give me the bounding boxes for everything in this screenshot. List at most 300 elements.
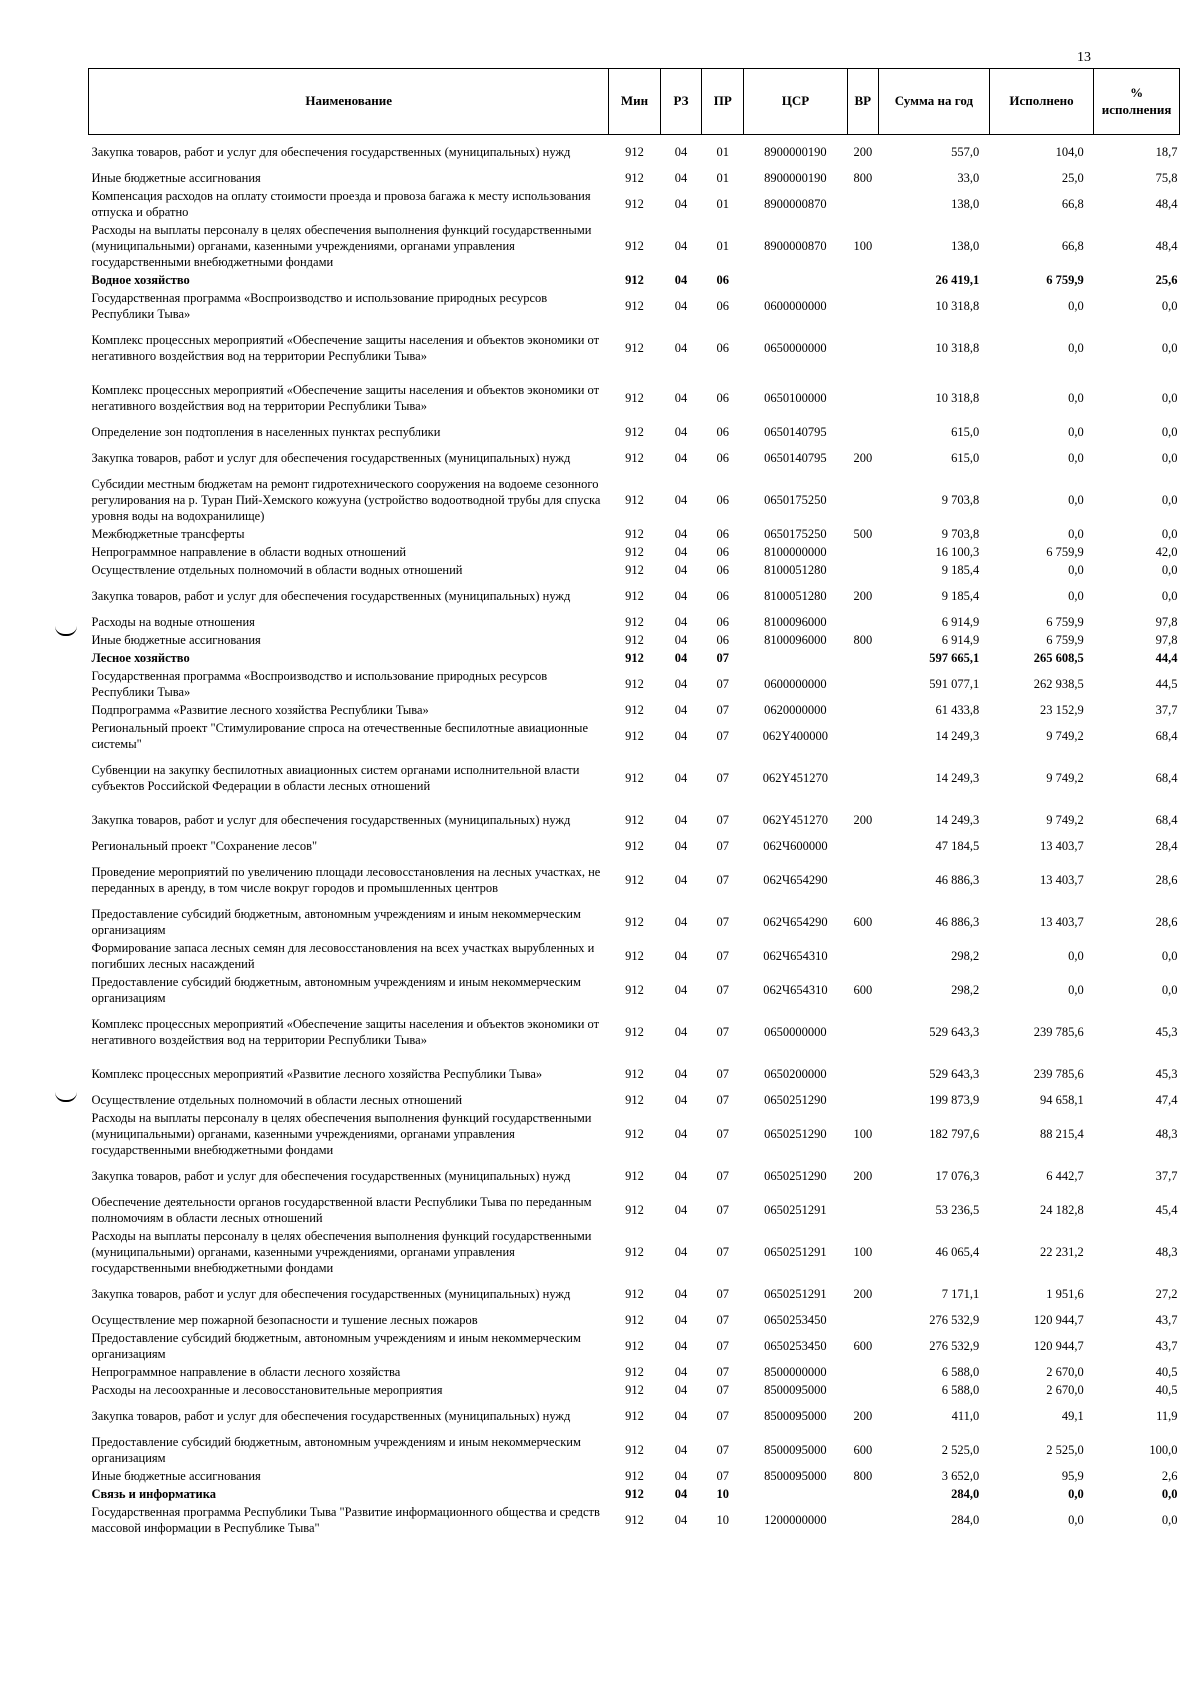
cell-sum: 298,2 — [951, 948, 980, 963]
cell-csr: 0650175250 — [764, 526, 827, 541]
cell-done: 24 182,8 — [1040, 1202, 1084, 1217]
cell-vr — [847, 753, 878, 803]
cell-vr: 200 — [853, 144, 873, 159]
cell-rz: 04 — [674, 272, 688, 287]
cell-min: 912 — [625, 676, 644, 691]
table-row — [89, 579, 1180, 613]
cell-csr: 0650253450 — [764, 1338, 827, 1353]
cell-done: 0,0 — [1068, 450, 1084, 465]
cell-pr: 06 — [716, 526, 730, 541]
handwritten-tick-mark — [55, 1092, 77, 1102]
cell-rz: 04 — [674, 238, 688, 253]
cell-pr: 07 — [716, 1024, 730, 1039]
budget-table — [88, 68, 1180, 1537]
cell-pr: 06 — [716, 390, 730, 405]
cell-csr — [744, 649, 847, 667]
cell-pct: 42,0 — [1155, 544, 1178, 559]
cell-pr: 07 — [716, 1382, 730, 1397]
handwritten-tick-mark — [55, 626, 77, 636]
cell-min: 912 — [625, 1338, 644, 1353]
table-row — [89, 837, 1180, 855]
cell-pr: 07 — [716, 1126, 730, 1141]
cell-done: 9 749,2 — [1046, 728, 1084, 743]
cell-done: 0,0 — [1068, 492, 1084, 507]
cell-pct: 0,0 — [1161, 982, 1178, 997]
cell-pct: 45,4 — [1155, 1202, 1178, 1217]
cell-pr: 07 — [716, 982, 730, 997]
cell-sum: 16 100,3 — [935, 544, 980, 559]
cell-vr: 200 — [853, 1286, 873, 1301]
cell-min: 912 — [625, 588, 644, 603]
cell-vr: 100 — [853, 1126, 873, 1141]
cell-min: 912 — [625, 526, 644, 541]
cell-sum: 10 318,8 — [935, 298, 980, 313]
cell-rz: 04 — [674, 770, 688, 785]
cell-vr — [847, 1091, 878, 1109]
cell-pr: 07 — [716, 1168, 730, 1183]
cell-vr: 200 — [853, 1408, 873, 1423]
cell-vr — [847, 667, 878, 701]
cell-csr: 0650251290 — [764, 1168, 827, 1183]
cell-min: 912 — [625, 196, 644, 211]
cell-min: 912 — [625, 1382, 644, 1397]
cell-pr: 01 — [716, 170, 730, 185]
cell-rz: 04 — [674, 1168, 688, 1183]
cell-name: Расходы на выплаты персоналу в целях обеспечения выполнения функций государственными (муниципальными) органами, казенными учреждениями, органами управления государственными внебюджетными фондами — [91, 222, 592, 269]
cell-pr: 07 — [716, 1312, 730, 1327]
cell-vr — [847, 1007, 878, 1057]
cell-pr: 01 — [716, 144, 730, 159]
cell-vr: 100 — [853, 238, 873, 253]
cell-vr: 600 — [853, 914, 873, 929]
cell-done: 0,0 — [1068, 1512, 1084, 1527]
cell-name: Межбюджетные трансферты — [91, 526, 245, 541]
cell-csr: 0620000000 — [764, 702, 827, 717]
cell-done: 95,9 — [1061, 1468, 1084, 1483]
cell-done: 9 749,2 — [1046, 770, 1084, 785]
cell-name: Государственная программа «Воспроизводство и использование природных ресурсов Республики Тыва» — [91, 668, 548, 699]
cell-rz: 04 — [674, 526, 688, 541]
cell-done: 6 759,9 — [1046, 632, 1084, 647]
cell-csr: 8500095000 — [764, 1442, 827, 1457]
cell-pct: 100,0 — [1149, 1442, 1178, 1457]
cell-rz: 04 — [674, 702, 688, 717]
cell-sum: 2 525,0 — [941, 1442, 980, 1457]
cell-pct: 28,6 — [1155, 914, 1178, 929]
cell-min: 912 — [625, 914, 644, 929]
cell-vr: 600 — [853, 1442, 873, 1457]
cell-sum: 47 184,5 — [935, 838, 980, 853]
cell-sum: 138,0 — [951, 238, 980, 253]
cell-rz: 04 — [674, 1468, 688, 1483]
cell-sum: 17 076,3 — [935, 1168, 980, 1183]
cell-rz: 04 — [674, 492, 688, 507]
cell-vr — [847, 649, 878, 667]
cell-done: 13 403,7 — [1040, 872, 1084, 887]
cell-done: 0,0 — [1068, 588, 1084, 603]
cell-done: 6 759,9 — [1046, 272, 1084, 287]
cell-rz: 04 — [674, 1382, 688, 1397]
page-number: 13 — [1077, 50, 1091, 65]
cell-csr: 0650100000 — [764, 390, 827, 405]
cell-vr — [847, 837, 878, 855]
cell-csr: 0650175250 — [764, 492, 827, 507]
cell-pct: 0,0 — [1161, 526, 1178, 541]
cell-pr: 06 — [716, 614, 730, 629]
cell-csr: 0650200000 — [764, 1066, 827, 1081]
cell-sum: 6 914,9 — [941, 614, 980, 629]
cell-rz: 04 — [674, 450, 688, 465]
cell-csr: 8500095000 — [764, 1382, 827, 1397]
cell-rz: 04 — [674, 298, 688, 313]
cell-min: 912 — [625, 1202, 644, 1217]
cell-vr: 600 — [853, 1338, 873, 1353]
cell-sum: 9 703,8 — [941, 492, 980, 507]
cell-min: 912 — [625, 770, 644, 785]
cell-pct: 68,4 — [1155, 728, 1178, 743]
cell-rz: 04 — [674, 1024, 688, 1039]
cell-rz: 04 — [674, 1338, 688, 1353]
cell-sum: 33,0 — [957, 170, 980, 185]
cell-csr: 0650000000 — [764, 340, 827, 355]
cell-rz: 04 — [674, 170, 688, 185]
cell-vr — [847, 719, 878, 753]
cell-vr — [847, 939, 878, 973]
cell-done: 2 525,0 — [1046, 1442, 1084, 1457]
cell-pr: 06 — [716, 632, 730, 647]
cell-csr: 062Y451270 — [762, 812, 829, 827]
table-row — [89, 1227, 1180, 1277]
table-row — [89, 905, 1180, 939]
cell-csr: 8100051280 — [764, 588, 827, 603]
cell-vr — [847, 561, 878, 579]
cell-csr: 062Y400000 — [762, 728, 829, 743]
table-row — [89, 475, 1180, 525]
header-csr: ЦСР — [744, 69, 847, 135]
cell-min: 912 — [625, 1408, 644, 1423]
cell-sum: 46 886,3 — [935, 872, 980, 887]
cell-vr — [847, 373, 878, 423]
table-row — [89, 803, 1180, 837]
cell-rz: 04 — [674, 544, 688, 559]
cell-csr — [744, 271, 847, 289]
table-row — [89, 1277, 1180, 1311]
table-row — [89, 221, 1180, 271]
cell-name: Компенсация расходов на оплату стоимости проезда и провоза багажа к месту использования отпуска и обратно — [91, 188, 591, 219]
cell-name: Иные бюджетные ассигнования — [91, 170, 261, 185]
cell-name: Осуществление отдельных полномочий в области лесных отношений — [91, 1092, 463, 1107]
cell-min: 912 — [625, 838, 644, 853]
cell-name: Водное хозяйство — [91, 272, 190, 287]
cell-pr: 07 — [716, 676, 730, 691]
table-row — [89, 187, 1180, 221]
cell-min: 912 — [625, 982, 644, 997]
cell-pct: 68,4 — [1155, 770, 1178, 785]
cell-done: 0,0 — [1068, 562, 1084, 577]
cell-sum: 46 065,4 — [935, 1244, 980, 1259]
cell-done: 66,8 — [1061, 238, 1084, 253]
cell-rz: 04 — [674, 390, 688, 405]
cell-name: Проведение мероприятий по увеличению площади лесовосстановления на лесных участках, не переданных в аренду, в том числе вокруг городов и промышленных центров — [91, 864, 601, 895]
table-row — [89, 667, 1180, 701]
cell-rz: 04 — [674, 1202, 688, 1217]
cell-pr: 06 — [716, 340, 730, 355]
cell-csr: 062Y451270 — [762, 770, 829, 785]
cell-min: 912 — [625, 1286, 644, 1301]
table-row — [89, 1057, 1180, 1091]
cell-min: 912 — [625, 450, 644, 465]
cell-name: Субвенции на закупку беспилотных авиационных систем органами исполнительной власти субъектов Российской Федерации в области лесных отношений — [91, 762, 580, 793]
table-row — [89, 1159, 1180, 1193]
cell-pct: 28,4 — [1155, 838, 1178, 853]
cell-pr: 07 — [716, 838, 730, 853]
table-row — [89, 631, 1180, 649]
cell-min: 912 — [625, 170, 644, 185]
cell-done: 120 944,7 — [1033, 1338, 1084, 1353]
header-sum: Сумма на год — [879, 69, 990, 135]
cell-csr — [744, 1485, 847, 1503]
cell-min: 912 — [625, 1442, 644, 1457]
table-row — [89, 973, 1180, 1007]
cell-done: 22 231,2 — [1040, 1244, 1084, 1259]
cell-pr: 06 — [716, 544, 730, 559]
header-rz: РЗ — [660, 69, 702, 135]
cell-csr: 8900000190 — [764, 170, 827, 185]
table-row — [89, 1311, 1180, 1329]
table-row — [89, 1329, 1180, 1363]
cell-min: 912 — [625, 144, 644, 159]
cell-pct: 0,0 — [1161, 492, 1178, 507]
cell-sum: 298,2 — [951, 982, 980, 997]
cell-vr — [847, 271, 878, 289]
cell-vr: 800 — [853, 1468, 873, 1483]
cell-pct: 0,0 — [1161, 298, 1178, 313]
table-row — [89, 939, 1180, 973]
cell-min: 912 — [625, 340, 644, 355]
cell-pct: 0,0 — [1161, 424, 1178, 439]
cell-min: 912 — [625, 390, 644, 405]
cell-vr — [847, 1311, 878, 1329]
cell-pr: 07 — [716, 650, 730, 665]
cell-name: Государственная программа Республики Тыва "Развитие информационного общества и средств массовой информации в Республике Тыва" — [91, 1504, 600, 1535]
cell-name: Осуществление мер пожарной безопасности и тушение лесных пожаров — [91, 1312, 478, 1327]
cell-min: 912 — [625, 298, 644, 313]
cell-pr: 07 — [716, 872, 730, 887]
cell-csr: 8500000000 — [764, 1364, 827, 1379]
table-row — [89, 1485, 1180, 1503]
cell-name: Предоставление субсидий бюджетным, автономным учреждениям и иным некоммерческим организациям — [91, 1434, 581, 1465]
cell-sum: 529 643,3 — [929, 1066, 980, 1081]
cell-sum: 14 249,3 — [935, 770, 980, 785]
table-row — [89, 1363, 1180, 1381]
cell-done: 0,0 — [1068, 1486, 1084, 1501]
table-row — [89, 135, 1180, 169]
cell-pct: 40,5 — [1155, 1382, 1178, 1397]
cell-csr: 1200000000 — [764, 1512, 827, 1527]
cell-rz: 04 — [674, 728, 688, 743]
cell-vr — [847, 289, 878, 323]
cell-pct: 43,7 — [1155, 1338, 1178, 1353]
cell-min: 912 — [625, 424, 644, 439]
table-row — [89, 1503, 1180, 1537]
cell-rz: 04 — [674, 1512, 688, 1527]
cell-csr: 0650140795 — [764, 424, 827, 439]
cell-rz: 04 — [674, 1364, 688, 1379]
cell-pr: 10 — [716, 1512, 730, 1527]
cell-vr — [847, 613, 878, 631]
table-row — [89, 543, 1180, 561]
cell-min: 912 — [625, 1126, 644, 1141]
cell-vr: 100 — [853, 1244, 873, 1259]
table-row — [89, 525, 1180, 543]
table-row — [89, 561, 1180, 579]
cell-sum: 6 588,0 — [941, 1382, 980, 1397]
cell-pr: 07 — [716, 1364, 730, 1379]
cell-pr: 07 — [716, 1286, 730, 1301]
cell-name: Иные бюджетные ассигнования — [91, 1468, 261, 1483]
cell-done: 0,0 — [1068, 424, 1084, 439]
cell-vr — [847, 323, 878, 373]
table-row — [89, 323, 1180, 373]
cell-vr: 200 — [853, 1168, 873, 1183]
cell-done: 66,8 — [1061, 196, 1084, 211]
cell-sum: 276 532,9 — [929, 1312, 980, 1327]
cell-pct: 0,0 — [1161, 450, 1178, 465]
cell-sum: 411,0 — [951, 1408, 980, 1423]
cell-pr: 07 — [716, 948, 730, 963]
cell-name: Осуществление отдельных полномочий в области водных отношений — [91, 562, 463, 577]
cell-sum: 199 873,9 — [929, 1092, 980, 1107]
cell-vr — [847, 187, 878, 221]
cell-pct: 43,7 — [1155, 1312, 1178, 1327]
cell-name: Определение зон подтопления в населенных пунктах республики — [91, 424, 441, 439]
cell-pr: 10 — [716, 1486, 730, 1501]
cell-sum: 14 249,3 — [935, 812, 980, 827]
cell-done: 6 759,9 — [1046, 614, 1084, 629]
cell-csr: 8100096000 — [764, 632, 827, 647]
cell-name: Государственная программа «Воспроизводство и использование природных ресурсов Республики Тыва» — [91, 290, 548, 321]
cell-sum: 615,0 — [951, 450, 980, 465]
cell-pr: 06 — [716, 272, 730, 287]
cell-pct: 97,8 — [1155, 632, 1178, 647]
cell-sum: 9 185,4 — [941, 562, 980, 577]
cell-min: 912 — [625, 1312, 644, 1327]
cell-name: Расходы на лесоохранные и лесовосстановительные мероприятия — [91, 1382, 443, 1397]
cell-name: Региональный проект "Сохранение лесов" — [91, 838, 318, 853]
cell-done: 262 938,5 — [1033, 676, 1084, 691]
cell-sum: 10 318,8 — [935, 390, 980, 405]
table-row — [89, 719, 1180, 753]
cell-done: 0,0 — [1068, 390, 1084, 405]
cell-sum: 597 665,1 — [929, 650, 980, 665]
cell-done: 49,1 — [1061, 1408, 1084, 1423]
cell-vr — [847, 1363, 878, 1381]
cell-rz: 04 — [674, 632, 688, 647]
cell-sum: 284,0 — [951, 1486, 980, 1501]
cell-min: 912 — [625, 1486, 644, 1501]
cell-pr: 07 — [716, 1338, 730, 1353]
cell-csr: 0650251291 — [764, 1244, 827, 1259]
cell-vr: 500 — [853, 526, 873, 541]
cell-sum: 6 914,9 — [941, 632, 980, 647]
table-row — [89, 373, 1180, 423]
cell-sum: 284,0 — [951, 1512, 980, 1527]
cell-pct: 40,5 — [1155, 1364, 1178, 1379]
cell-min: 912 — [625, 812, 644, 827]
cell-name: Закупка товаров, работ и услуг для обеспечения государственных (муниципальных) нужд — [91, 1168, 571, 1183]
cell-sum: 276 532,9 — [929, 1338, 980, 1353]
cell-min: 912 — [625, 872, 644, 887]
cell-csr: 8100096000 — [764, 614, 827, 629]
cell-sum: 6 588,0 — [941, 1364, 980, 1379]
cell-rz: 04 — [674, 340, 688, 355]
cell-min: 912 — [625, 632, 644, 647]
cell-done: 0,0 — [1068, 526, 1084, 541]
cell-done: 0,0 — [1068, 340, 1084, 355]
cell-csr: 8900000870 — [764, 196, 827, 211]
cell-min: 912 — [625, 1024, 644, 1039]
cell-pr: 07 — [716, 702, 730, 717]
cell-pct: 47,4 — [1155, 1092, 1178, 1107]
cell-sum: 591 077,1 — [929, 676, 980, 691]
cell-rz: 04 — [674, 1312, 688, 1327]
cell-name: Обеспечение деятельности органов государственной власти Республики Тыва по переданным полномочиям в области лесных отношений — [91, 1194, 592, 1225]
cell-pct: 18,7 — [1155, 144, 1178, 159]
cell-min: 912 — [625, 1168, 644, 1183]
cell-rz: 04 — [674, 1126, 688, 1141]
cell-vr — [847, 1503, 878, 1537]
cell-rz: 04 — [674, 982, 688, 997]
cell-rz: 04 — [674, 948, 688, 963]
cell-name: Связь и информатика — [91, 1486, 216, 1501]
cell-sum: 615,0 — [951, 424, 980, 439]
table-row — [89, 441, 1180, 475]
cell-pr: 06 — [716, 588, 730, 603]
cell-done: 13 403,7 — [1040, 838, 1084, 853]
cell-pct: 45,3 — [1155, 1024, 1178, 1039]
cell-done: 0,0 — [1068, 982, 1084, 997]
cell-pr: 06 — [716, 492, 730, 507]
cell-min: 912 — [625, 238, 644, 253]
cell-pct: 0,0 — [1161, 340, 1178, 355]
cell-pr: 07 — [716, 728, 730, 743]
cell-csr: 8900000870 — [764, 238, 827, 253]
cell-sum: 3 652,0 — [941, 1468, 980, 1483]
cell-vr: 200 — [853, 588, 873, 603]
cell-done: 239 785,6 — [1033, 1024, 1084, 1039]
cell-sum: 9 703,8 — [941, 526, 980, 541]
cell-done: 120 944,7 — [1033, 1312, 1084, 1327]
cell-rz: 04 — [674, 196, 688, 211]
cell-done: 94 658,1 — [1040, 1092, 1084, 1107]
cell-sum: 557,0 — [951, 144, 980, 159]
cell-rz: 04 — [674, 872, 688, 887]
cell-done: 2 670,0 — [1046, 1382, 1084, 1397]
header-vr: ВР — [847, 69, 878, 135]
cell-pct: 0,0 — [1161, 390, 1178, 405]
cell-min: 912 — [625, 728, 644, 743]
cell-rz: 04 — [674, 1244, 688, 1259]
cell-csr: 0650251291 — [764, 1202, 827, 1217]
cell-name: Непрограммное направление в области лесного хозяйства — [91, 1364, 401, 1379]
table-row — [89, 1007, 1180, 1057]
cell-sum: 529 643,3 — [929, 1024, 980, 1039]
cell-name: Иные бюджетные ассигнования — [91, 632, 261, 647]
cell-min: 912 — [625, 272, 644, 287]
cell-name: Комплекс процессных мероприятий «Обеспечение защиты населения и объектов экономики от негативного воздействия вод на территории Республики Тыва» — [91, 382, 600, 413]
cell-done: 265 608,5 — [1033, 650, 1084, 665]
table-row — [89, 649, 1180, 667]
